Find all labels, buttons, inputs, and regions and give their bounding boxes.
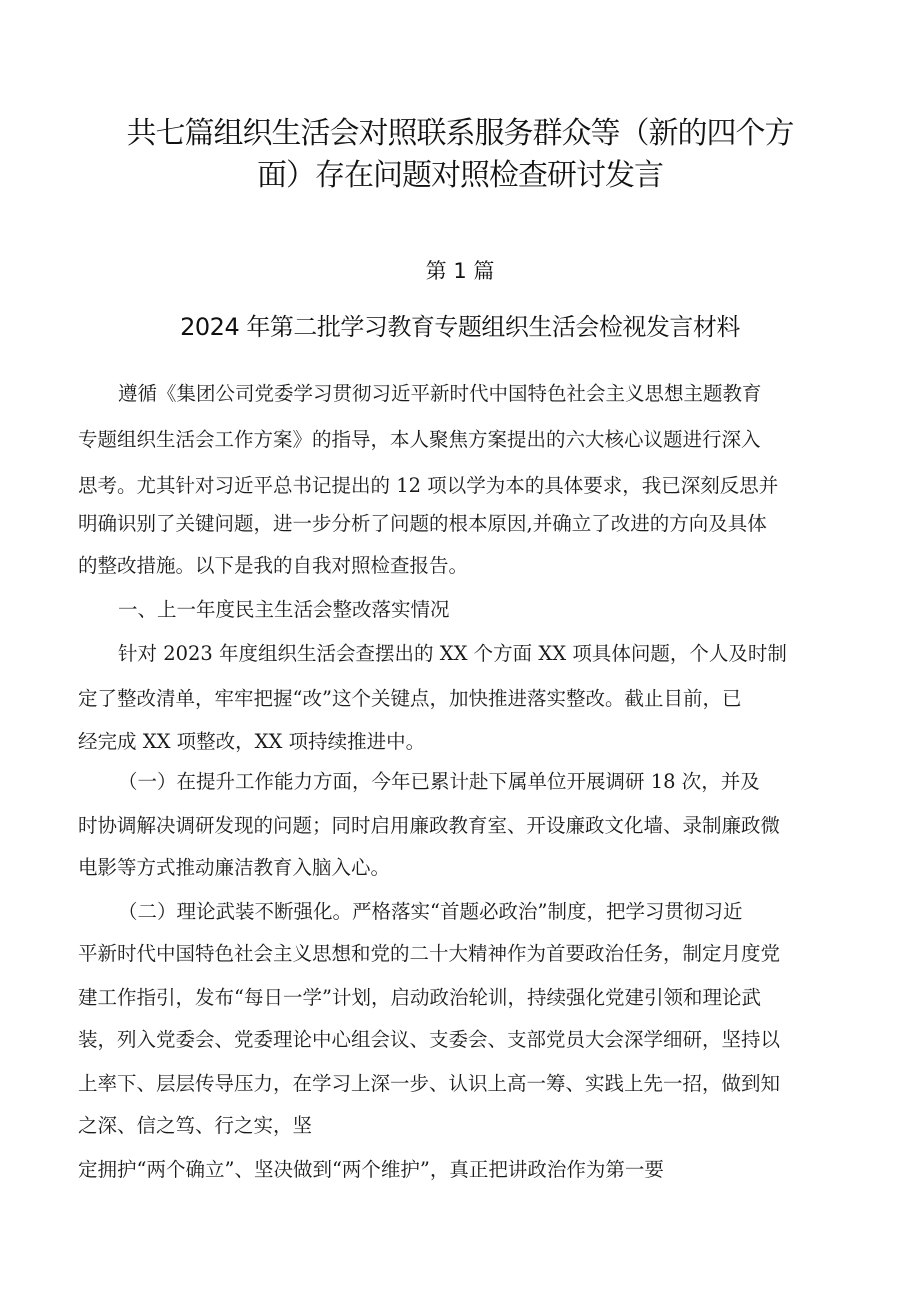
body-line: 明确识别了关键问题，进一步分析了问题的根本原因,并确立了改进的方向及具体 xyxy=(78,512,767,535)
body-line: 装，列入党委会、党委理论中心组会议、支委会、支部党员大会深学细研，坚持以 xyxy=(78,1028,781,1051)
document-title-line-1: 共七篇组织生活会对照联系服务群众等（新的四个方 xyxy=(126,116,794,151)
body-line: 专题组织生活会工作方案》的指导，本人聚焦方案提出的六大核心议题进行深入 xyxy=(78,428,761,451)
body-line: 的整改措施。以下是我的自我对照检查报告。 xyxy=(78,554,469,577)
body-line: 时协调解决调研发现的问题；同时启用廉政教育室、开设廉政文化墙、录制廉政微 xyxy=(78,814,781,837)
body-line: 定拥护“两个确立”、坚决做到“两个维护”，真正把讲政治作为第一要 xyxy=(78,1158,664,1181)
section-heading: 一、上一年度民主生活会整改落实情况 xyxy=(118,598,450,621)
section-subtitle: 2024 年第二批学习教育专题组织生活会检视发言材料 xyxy=(180,313,740,341)
body-line: 上率下、层层传导压力，在学习上深一步、认识上高一筹、实践上先一招，做到知 xyxy=(78,1072,781,1095)
body-line: 电影等方式推动廉洁教育入脑入心。 xyxy=(78,856,391,879)
document-title-line-2: 面）存在问题对照检查研讨发言 xyxy=(257,158,663,193)
body-line: （一）在提升工作能力方面，今年已累计赴下属单位开展调研 18 次，并及 xyxy=(118,770,760,793)
body-line: 之深、信之笃、行之实，坚 xyxy=(78,1114,313,1137)
chapter-label: 第 1 篇 xyxy=(425,259,495,283)
body-line: 针对 2023 年度组织生活会查摆出的 XX 个方面 XX 项具体问题，个人及时制 xyxy=(118,642,787,665)
body-line: （二）理论武装不断强化。严格落实“首题必政治”制度，把学习贯彻习近 xyxy=(118,900,743,923)
body-line: 定了整改清单，牢牢把握“改”这个关键点，加快推进落实整改。截止目前，已 xyxy=(78,687,742,710)
body-line: 思考。尤其针对习近平总书记提出的 12 项以学为本的具体要求，我已深刻反思并 xyxy=(78,474,779,497)
body-line: 平新时代中国特色社会主义思想和党的二十大精神作为首要政治任务，制定月度党 xyxy=(78,942,781,965)
body-line: 遵循《集团公司党委学习贯彻习近平新时代中国特色社会主义思想主题教育 xyxy=(118,382,762,405)
body-line: 建工作指引，发布“每日一学”计划，启动政治轮训，持续强化党建引领和理论武 xyxy=(78,986,761,1009)
body-line: 经完成 XX 项整改，XX 项持续推进中。 xyxy=(78,730,426,753)
